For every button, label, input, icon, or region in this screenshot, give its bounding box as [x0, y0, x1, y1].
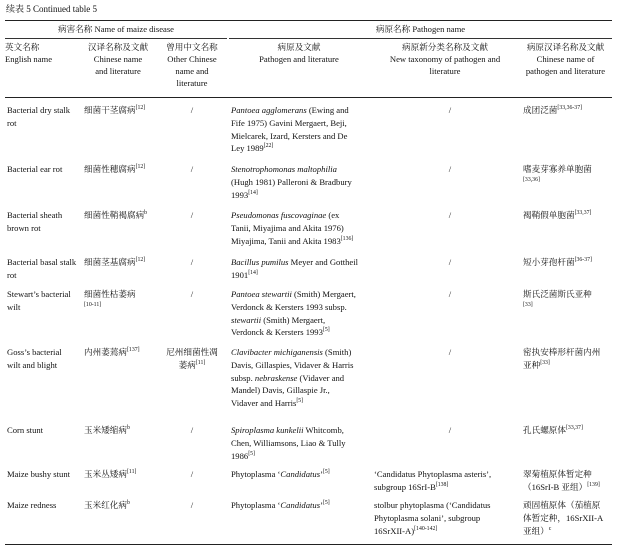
cell-chinese-name — [84, 104, 159, 117]
text: (Smith) — [322, 347, 352, 357]
italic-text: Clavibacter michiganensis — [231, 347, 323, 357]
text: ’ — [320, 500, 323, 510]
cell-line — [523, 424, 613, 437]
cell-pathogen-chinese-name — [523, 256, 613, 269]
col-header-pathogen-chinese-l2: Chinese name of — [536, 54, 595, 64]
text: 亚种 — [523, 359, 541, 370]
cell-line — [231, 269, 371, 282]
col-header-other — [158, 41, 226, 89]
cell-line — [231, 117, 371, 130]
cell-line: / — [190, 500, 194, 510]
cell-line: / — [190, 105, 194, 115]
cell-chinese-name — [84, 424, 159, 437]
cell-pathogen — [231, 209, 371, 247]
cell-line: Bacterial dry stalk — [7, 105, 70, 115]
cell-english-name — [7, 499, 79, 512]
cell-line — [158, 359, 226, 372]
cell-line — [523, 359, 613, 372]
cell-line: / — [190, 425, 194, 435]
cell-line — [231, 256, 371, 269]
text: Chen, Williamsons, Liao & Tully — [231, 437, 346, 448]
cell-pathogen — [231, 288, 371, 339]
text: Davis, Gillaspies, Vidaver & Harris — [231, 359, 354, 370]
col-header-chinese-l3: and literature — [95, 66, 141, 76]
text: 16SrXII-A) — [374, 525, 415, 536]
text: Meyer and Gottheil — [288, 257, 358, 267]
group-rule-pathogen — [229, 38, 612, 39]
italic-text: Candidatus — [280, 500, 321, 510]
cell-line: Bacterial ear rot — [7, 164, 63, 174]
cell-line — [523, 481, 613, 494]
cell-pathogen-chinese-name — [523, 209, 613, 222]
cell-line: Corn stunt — [7, 425, 44, 435]
footnote-mark: b — [126, 500, 130, 507]
cell-other-name — [158, 104, 226, 117]
footnote-mark: b — [126, 425, 130, 432]
cell-line — [523, 301, 613, 314]
cell-line: / — [448, 105, 452, 115]
cell-other-name — [158, 256, 226, 269]
text: Whitcomb, — [303, 425, 344, 435]
cell-chinese-name — [84, 256, 159, 269]
text: 细菌干茎腐病 — [84, 105, 136, 115]
cell-line — [84, 346, 159, 359]
cell-line: Phytoplasma solani’, subgroup — [374, 512, 481, 523]
cell-new-taxonomy — [440, 346, 460, 359]
cell-line — [231, 326, 371, 339]
table-caption: 续表 5 Continued table 5 — [6, 4, 97, 14]
text: 孔氏螺原体 — [523, 425, 566, 435]
reference-sup: [5] — [322, 327, 330, 334]
cell-pathogen — [231, 468, 371, 481]
cell-line — [231, 104, 371, 117]
col-header-other-l2: Other Chinese — [167, 54, 217, 64]
cell-line: / — [448, 257, 452, 267]
italic-text: Pantoea agglomerans — [231, 105, 307, 115]
cell-pathogen — [231, 424, 371, 462]
text: 短小芽孢杆菌 — [523, 257, 575, 267]
cell-line — [523, 256, 613, 269]
col-header-pathogen-chinese — [519, 41, 612, 77]
cell-line: rot — [7, 269, 17, 280]
cell-line — [231, 176, 371, 189]
cell-line — [231, 499, 371, 512]
col-header-chinese — [78, 41, 158, 77]
cell-line: Bacterial sheath — [7, 210, 63, 220]
cell-line: / — [448, 425, 452, 435]
cell-other-name — [158, 346, 226, 372]
text: 嗜麦芽寡养单胞菌 — [523, 164, 592, 174]
col-header-pathogen — [229, 41, 369, 65]
col-header-chinese-l2: Chinese name — [93, 54, 143, 64]
cell-line: Goss’s bacterial — [7, 347, 62, 357]
col-header-english — [5, 41, 75, 65]
cell-chinese-name — [84, 288, 159, 314]
text: 亚组） — [523, 525, 549, 536]
cell-line — [84, 256, 159, 269]
group-header-pathogen: 病原名称 Pathogen name — [375, 24, 466, 34]
cell-line: / — [190, 289, 194, 299]
text: 萎病 — [178, 359, 196, 370]
italic-text: Candidatus — [280, 469, 321, 479]
group-rule-disease — [5, 38, 227, 39]
cell-line: brown rot — [7, 222, 41, 233]
cell-line — [374, 481, 520, 494]
cell-pathogen — [231, 256, 371, 282]
italic-text: Spiroplasma kunkelii — [231, 425, 304, 435]
cell-new-taxonomy — [374, 468, 520, 494]
cell-line: ‘Candidatus Phytoplasma asteris’, — [374, 469, 492, 479]
cell-line: Maize redness — [7, 500, 57, 510]
col-header-chinese-l1: 汉译名称及文献 — [87, 42, 149, 52]
italic-text: nebraskense — [254, 372, 298, 383]
text: (Smith) Mergaert, — [261, 314, 326, 325]
text: subgroup 16SrI-B — [374, 481, 436, 492]
cell-line — [84, 163, 159, 176]
text: Ley 1989 — [231, 143, 264, 154]
reference-sup: [5] — [296, 398, 304, 405]
cell-line — [231, 372, 371, 385]
cell-chinese-name — [84, 209, 159, 222]
text: (Hugh 1981) Palleroni & Bradbury — [231, 176, 352, 187]
text: 成团泛菌 — [523, 105, 558, 115]
cell-line — [523, 288, 613, 301]
cell-pathogen-chinese-name — [523, 346, 613, 372]
cell-line — [231, 359, 371, 372]
text: Verdonck & Kersters 1993 subsp. — [231, 301, 347, 312]
reference-sup: [33,36] — [523, 176, 540, 183]
cell-line: / — [448, 289, 452, 299]
cell-chinese-name — [84, 346, 159, 359]
italic-text: Pseudomonas fuscovaginae — [231, 210, 327, 220]
cell-line — [84, 468, 159, 481]
cell-other-name — [158, 288, 226, 301]
cell-line — [523, 525, 613, 538]
col-header-other-l4: literature — [176, 78, 208, 88]
text: 顽固植原体（茄植原 — [523, 500, 601, 510]
text: 玉米丛矮病 — [84, 469, 127, 479]
text: Fife 1975) Gavini Mergaert, Beji, — [231, 117, 347, 128]
cell-line: wilt and blight — [7, 359, 58, 370]
cell-line: Bacterial basal stalk — [7, 257, 77, 267]
cell-pathogen — [231, 499, 371, 512]
cell-line — [84, 499, 159, 512]
cell-pathogen-chinese-name — [523, 163, 613, 189]
header-bottom-rule — [5, 97, 612, 98]
cell-english-name — [7, 288, 79, 314]
cell-english-name — [7, 346, 79, 372]
cell-line — [523, 163, 613, 176]
col-header-pathogen-chinese-l1: 病原汉译名称及文献 — [526, 42, 605, 52]
col-header-pathogen-l2: Pathogen and literature — [259, 54, 339, 64]
cell-chinese-name — [84, 499, 159, 512]
cell-pathogen-chinese-name — [523, 104, 613, 117]
reference-sup: [36-37] — [574, 257, 592, 264]
reference-sup: [22] — [263, 143, 274, 150]
cell-line: rot — [7, 117, 17, 128]
text: ’ — [320, 469, 323, 479]
cell-line — [231, 346, 371, 359]
cell-line: / — [448, 164, 452, 174]
cell-line — [84, 288, 159, 301]
cell-pathogen — [231, 104, 371, 155]
text: 1993 — [231, 189, 249, 200]
cell-new-taxonomy — [374, 499, 520, 537]
cell-line — [231, 301, 371, 314]
cell-line: Maize bushy stunt — [7, 469, 71, 479]
text: Tanii, Miyajima and Akita 1976) — [231, 222, 344, 233]
text: 密执安棒形杆菌内州 — [523, 347, 601, 357]
cell-pathogen-chinese-name — [523, 288, 613, 314]
cell-pathogen — [231, 346, 371, 410]
text: 1901 — [231, 269, 249, 280]
reference-sup: [33] — [523, 301, 533, 308]
cell-line — [523, 346, 613, 359]
reference-sup: [14] — [248, 189, 258, 196]
text: (Smith) Mergaert, — [291, 289, 356, 299]
cell-line — [231, 437, 371, 450]
text: 细菌性鞘褐腐病 — [84, 210, 145, 220]
text: Phytoplasma ‘ — [231, 500, 281, 510]
top-rule — [5, 20, 612, 21]
col-header-english-cn: 英文名称 — [5, 42, 40, 52]
reference-sup: [10-11] — [84, 301, 102, 308]
cell-chinese-name — [84, 468, 159, 481]
col-header-new-taxonomy-l1: 病原新分类名称及文献 — [402, 42, 488, 52]
col-header-english-en: English name — [5, 54, 53, 64]
cell-line — [523, 104, 613, 117]
cell-line — [231, 424, 371, 437]
cell-new-taxonomy — [440, 256, 460, 269]
cell-line: / — [190, 164, 194, 174]
cell-other-name — [158, 424, 226, 437]
text: 细菌性穗腐病 — [84, 164, 136, 174]
text: 玉米红化病 — [84, 500, 127, 510]
cell-english-name — [7, 256, 79, 282]
cell-english-name — [7, 104, 79, 130]
cell-line — [231, 142, 371, 155]
cell-line: / — [448, 347, 452, 357]
col-header-other-l3: name and — [175, 66, 209, 76]
cell-line — [523, 209, 613, 222]
cell-line — [523, 468, 613, 481]
text: 1986 — [231, 450, 249, 461]
cell-line — [231, 222, 371, 235]
cell-line — [374, 525, 520, 538]
reference-sup: [5] — [322, 500, 330, 507]
italic-text: Bacillus pumilus — [231, 257, 289, 267]
cell-line — [231, 384, 371, 397]
reference-sup: [139] — [587, 481, 600, 488]
cell-chinese-name — [84, 163, 159, 176]
text: 玉米矮缩病 — [84, 425, 127, 435]
text: Phytoplasma ‘ — [231, 469, 281, 479]
cell-line — [231, 235, 371, 248]
text: 细菌性枯萎病 — [84, 289, 136, 299]
cell-english-name — [7, 163, 79, 176]
cell-other-name — [158, 163, 226, 176]
text: Mandel) Davis, Gillaspie Jr., — [231, 385, 330, 396]
group-header-disease: 病害名称 Name of maize disease — [58, 24, 174, 34]
reference-sup: c — [548, 525, 552, 532]
cell-new-taxonomy — [440, 104, 460, 117]
reference-sup: [12] — [135, 105, 146, 112]
cell-line: 尼州细菌性凋 — [166, 347, 218, 357]
col-header-pathogen-chinese-l3: pathogen and literature — [525, 66, 606, 76]
cell-line: / — [190, 469, 194, 479]
italic-text: Pantoea stewartii — [231, 289, 292, 299]
cell-english-name — [7, 209, 79, 235]
cell-new-taxonomy — [440, 424, 460, 437]
text: Verdonck & Kersters 1993 — [231, 327, 323, 338]
cell-line — [231, 397, 371, 410]
cell-line — [231, 468, 371, 481]
cell-new-taxonomy — [440, 163, 460, 176]
text: 翠菊植原体暂定种 — [523, 469, 592, 479]
text: 斯氏泛菌斯氏亚种 — [523, 289, 592, 299]
cell-line — [231, 450, 371, 463]
cell-line — [231, 209, 371, 222]
cell-line — [84, 424, 159, 437]
reference-sup: [137] — [126, 347, 140, 354]
text: (ex — [326, 210, 340, 220]
cell-line — [231, 288, 371, 301]
cell-line: wilt — [7, 301, 21, 312]
reference-sup: [5] — [248, 450, 255, 457]
reference-sup: [5] — [322, 469, 330, 476]
cell-english-name — [7, 424, 79, 437]
cell-line — [231, 163, 371, 176]
reference-sup: [14] — [248, 269, 258, 276]
cell-other-name — [158, 209, 226, 222]
cell-pathogen-chinese-name — [523, 468, 613, 494]
cell-line — [84, 209, 159, 222]
reference-sup: [33,37] — [574, 210, 592, 217]
cell-line — [523, 176, 613, 189]
text: （16SrI-B 亚组） — [523, 481, 588, 492]
cell-pathogen-chinese-name — [523, 499, 613, 537]
italic-text: stewartii — [231, 314, 262, 325]
reference-sup: [33,36-37] — [557, 105, 583, 112]
col-header-pathogen-l1: 病原及文献 — [277, 42, 321, 52]
cell-line — [523, 512, 613, 525]
cell-line — [231, 314, 371, 327]
cell-line — [231, 189, 371, 202]
text: Vidaver and Harris — [231, 398, 297, 409]
text: Mielcarek, Izard, Kersters and De — [231, 130, 348, 141]
cell-other-name — [158, 499, 226, 512]
footnote-mark: b — [144, 210, 148, 217]
text: (Vidaver and — [297, 372, 345, 383]
bottom-rule — [5, 544, 612, 545]
col-header-new-taxonomy-l3: literature — [429, 66, 461, 76]
cell-line: / — [190, 257, 194, 267]
reference-sup: [11] — [195, 359, 206, 366]
cell-line: Stewart’s bacterial — [7, 289, 71, 299]
text: 体暂定种，16SrXII-A — [523, 512, 604, 523]
text: subsp. — [231, 372, 255, 383]
cell-line — [84, 301, 159, 314]
reference-sup: [12] — [135, 257, 146, 264]
cell-line: / — [190, 210, 194, 220]
reference-sup: [140-142] — [414, 525, 438, 532]
text: 内州萎蔫病 — [84, 347, 127, 357]
reference-sup: [12] — [135, 164, 146, 171]
cell-line — [523, 499, 613, 512]
cell-new-taxonomy — [440, 209, 460, 222]
reference-sup: [11] — [126, 469, 137, 476]
col-header-new-taxonomy — [372, 41, 518, 77]
col-header-new-taxonomy-l2: New taxonomy of pathogen and — [389, 54, 501, 64]
cell-new-taxonomy — [440, 288, 460, 301]
cell-other-name — [158, 468, 226, 481]
cell-line — [84, 104, 159, 117]
cell-line — [231, 130, 371, 143]
cell-line: stolbur phytoplasma (‘Candidatus — [374, 500, 491, 510]
text: (Ewing and — [306, 105, 349, 115]
reference-sup: [136] — [340, 235, 354, 242]
cell-english-name — [7, 468, 79, 481]
text: 细菌茎基腐病 — [84, 257, 136, 267]
col-header-other-l1: 曾用中文名称 — [166, 42, 218, 52]
text: Miyajima, Tanii and Akita 1983 — [231, 235, 341, 246]
reference-sup: [138] — [435, 481, 449, 488]
text: 褐鞘假单胞菌 — [523, 210, 575, 220]
italic-text: Stenotrophomonas maltophilia — [231, 164, 337, 174]
reference-sup: [33] — [540, 359, 550, 366]
cell-pathogen-chinese-name — [523, 424, 613, 437]
cell-pathogen — [231, 163, 371, 201]
reference-sup: [33,37] — [565, 425, 583, 432]
cell-line: / — [448, 210, 452, 220]
